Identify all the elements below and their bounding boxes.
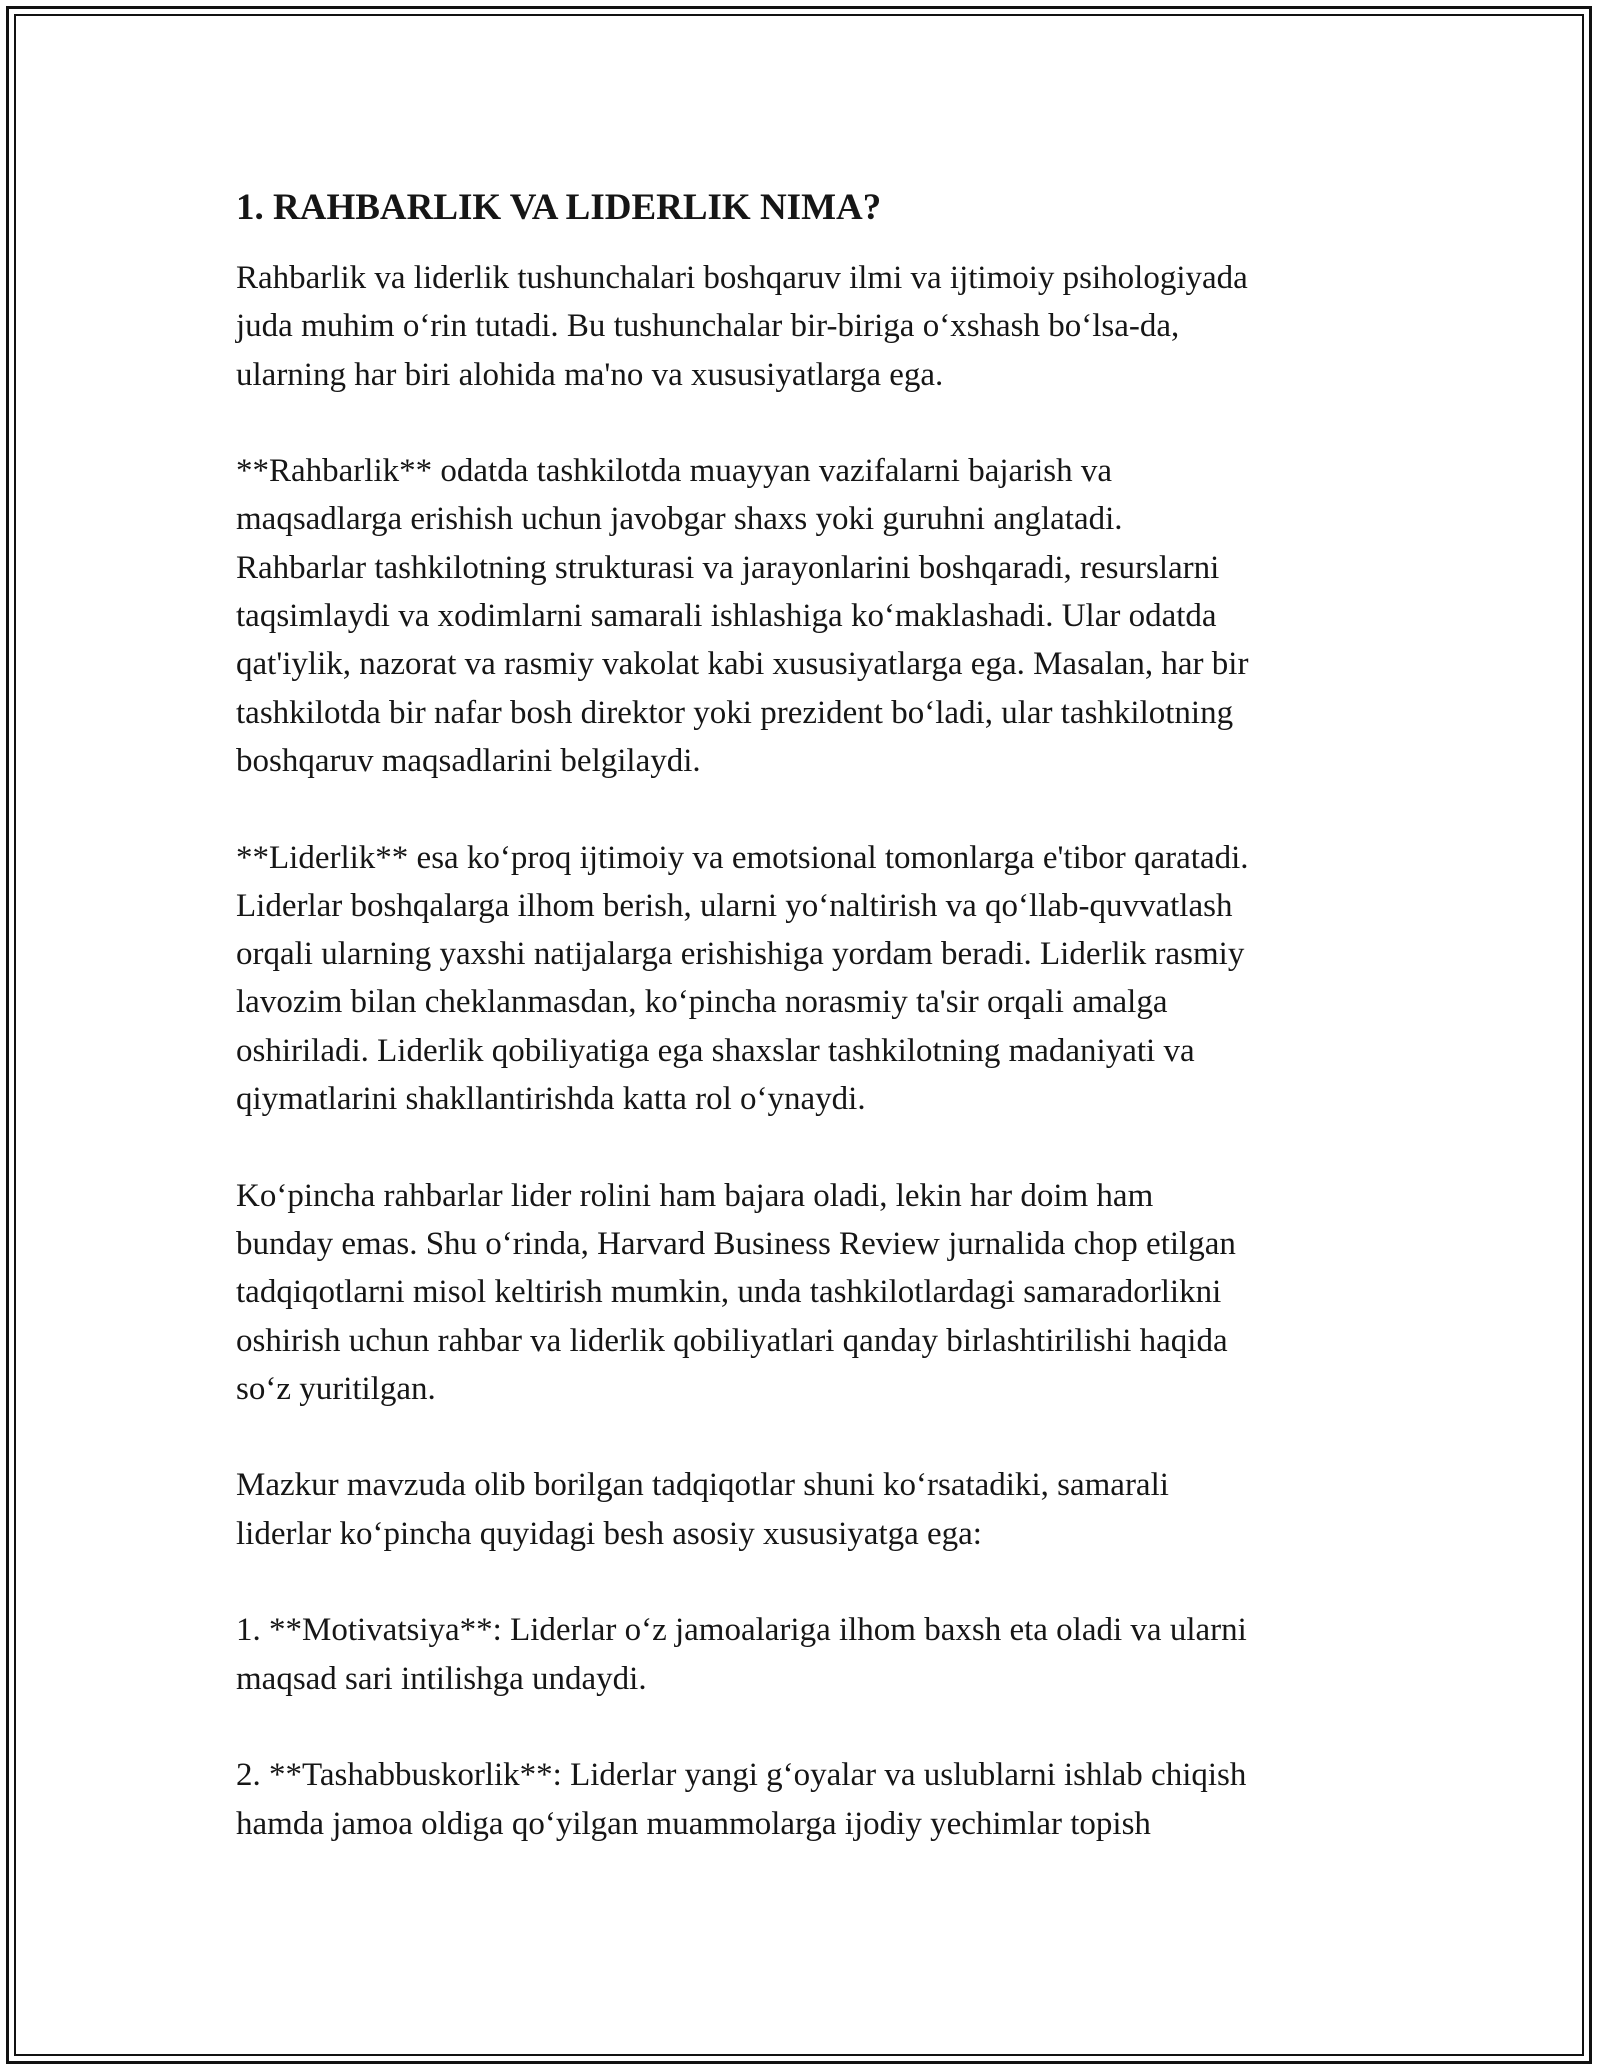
text-line: juda muhim o‘rin tutadi. Bu tushunchalar bir-biriga o‘xshash bo‘lsa-da, — [236, 308, 1180, 345]
text-line: qat'iylik, nazorat va rasmiy vakolat kabi xususiyatlarga ega. Masalan, har bir — [236, 646, 1249, 683]
text-line: Rahbarlar tashkilotning strukturasi va jarayonlarini boshqaradi, resurslarni — [236, 549, 1220, 586]
text-line: oshirish uchun rahbar va liderlik qobiliyatlari qanday birlashtirilishi haqida — [236, 1322, 1228, 1359]
text-line: hamda jamoa oldiga qo‘yilgan muammolarga ijodiy yechimlar topish — [236, 1805, 1151, 1842]
text-line: maqsad sari intilishga undaydi. — [236, 1660, 647, 1697]
text-line: bunday emas. Shu o‘rinda, Harvard Business Review jurnalida chop etilgan — [236, 1225, 1236, 1262]
text-line: maqsadlarga erishish uchun javobgar shaxs yoki guruhni anglatadi. — [236, 501, 1123, 538]
text-line: qiymatlarini shakllantirishda katta rol o‘ynaydi. — [236, 1081, 866, 1118]
text-line: so‘z yuritilgan. — [236, 1370, 436, 1407]
paragraph-intro — [236, 254, 1386, 399]
text-line: boshqaruv maqsadlarini belgilaydi. — [236, 742, 701, 779]
paragraph-liderlik — [236, 834, 1386, 1124]
text-line: taqsimlaydi va xodimlarni samarali ishlashiga ko‘maklashadi. Ular odatda — [236, 598, 1217, 635]
text-line: Rahbarlik va liderlik tushunchalari boshqaruv ilmi va ijtimoiy psihologiyada — [236, 260, 1248, 296]
paragraph-research — [236, 1461, 1386, 1558]
text-line: Mazkur mavzuda olib borilgan tadqiqotlar shuni ko‘rsatadiki, samarali — [236, 1467, 1169, 1504]
text-line: Liderlar boshqalarga ilhom berish, ularni yo‘naltirish va qo‘llab-quvvatlash — [236, 887, 1233, 924]
text-line: tashkilotda bir nafar bosh direktor yoki prezident bo‘ladi, ular tashkilotning — [236, 694, 1234, 731]
text-line: oshiriladi. Liderlik qobiliyatiga ega shaxslar tashkilotning madaniyati va — [236, 1032, 1195, 1069]
list-item-tashabbuskorlik — [236, 1751, 1386, 1848]
text-line: tadqiqotlarni misol keltirish mumkin, unda tashkilotlardagi samaradorlikni — [236, 1274, 1222, 1311]
text-line: orqali ularning yaxshi natijalarga erishishiga yordam beradi. Liderlik rasmiy — [236, 936, 1245, 973]
text-line: **Liderlik** esa ko‘proq ijtimoiy va emotsional tomonlarga e'tibor qaratadi. — [236, 839, 1249, 876]
paragraph-hbr — [236, 1172, 1386, 1413]
text-line: liderlar ko‘pincha quyidagi besh asosiy xususiyatga ega: — [236, 1515, 982, 1552]
text-line: 2. **Tashabbuskorlik**: Liderlar yangi g‘oyalar va uslublarni ishlab chiqish — [236, 1757, 1247, 1794]
list-item-motivatsiya — [236, 1606, 1386, 1703]
paragraph-rahbarlik — [236, 447, 1386, 785]
text-line: ularning har biri alohida ma'no va xususiyatlarga ega. — [236, 356, 944, 393]
text-line: **Rahbarlik** odatda tashkilotda muayyan vazifalarni bajarish va — [236, 453, 1113, 490]
section-title: 1. RAHBARLIK VA LIDERLIK NIMA? — [236, 187, 882, 228]
document-body — [236, 184, 1386, 1896]
text-line: lavozim bilan cheklanmasdan, ko‘pincha norasmiy ta'sir orqali amalga — [236, 984, 1168, 1021]
text-line: Ko‘pincha rahbarlar lider rolini ham bajara oladi, lekin har doim ham — [236, 1177, 1154, 1214]
text-line: 1. **Motivatsiya**: Liderlar o‘z jamoalariga ilhom baxsh eta oladi va ularni — [236, 1612, 1247, 1649]
